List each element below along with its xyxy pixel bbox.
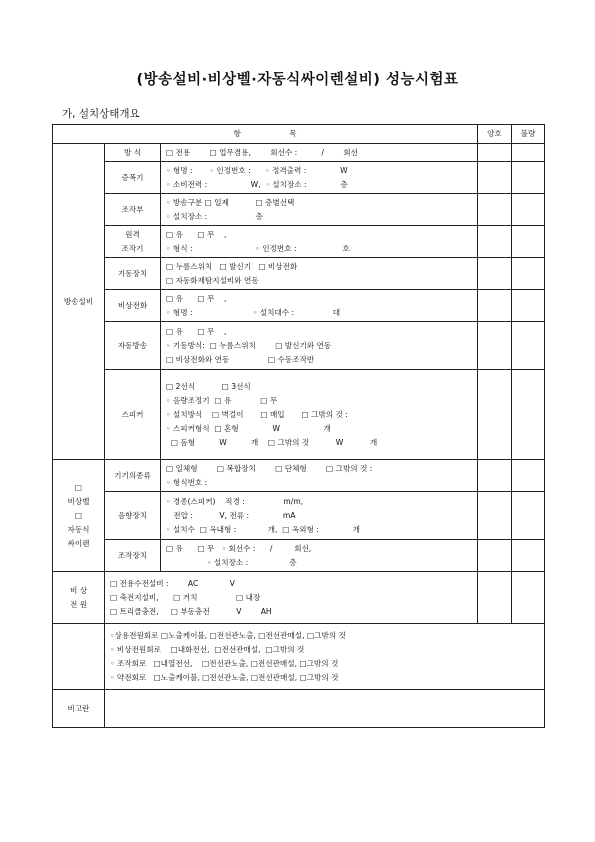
- content-line: ◦ 형식 : ◦ 인정번호 : 호: [166, 243, 350, 253]
- content-line: □ 유 □ 무 ,: [166, 326, 227, 336]
- table-row-power: [53, 572, 545, 624]
- content-line: □ 누름스위치 □ 발신기 □ 비상전화: [166, 261, 298, 271]
- content-line: ◦ 약전회로 □노출케이블, □전선관노출, □전선관매설, □그밖의 것: [110, 672, 339, 682]
- content-line: ◦ 설치방식 □ 벽걸이 □ 매입 □ 그밖의 것 :: [166, 409, 348, 419]
- table-row: [53, 540, 545, 572]
- good-check-cell[interactable]: [478, 370, 512, 460]
- content-line: ◦ 설치장소 : 층: [166, 557, 297, 567]
- row-label: 방 식: [105, 144, 161, 162]
- label-line: 자동식: [67, 524, 90, 534]
- row-content: [161, 370, 478, 460]
- good-check-cell[interactable]: [478, 226, 512, 258]
- table-row: [53, 370, 545, 460]
- row-label: [105, 226, 161, 258]
- row-label: 비상전화: [105, 290, 161, 322]
- content-line: □ 돔형 W 개 □ 그밖의 것 W 개: [166, 437, 378, 447]
- content-line: ◦ 소비전력 : W, ◦ 설치장소 : 층: [166, 179, 348, 189]
- header-good: 양호: [478, 125, 512, 144]
- row-content: [161, 194, 478, 226]
- content-line: ◦ 형식번호 :: [166, 477, 208, 487]
- remarks-label: 비고란: [53, 690, 105, 728]
- bad-check-cell[interactable]: [512, 162, 545, 194]
- label-line: □: [74, 510, 83, 520]
- power-label: [53, 572, 105, 624]
- content-line: □ 트리클충전, □ 부동충전 V AH: [110, 606, 272, 616]
- good-check-cell[interactable]: [478, 258, 512, 290]
- good-check-cell[interactable]: [478, 162, 512, 194]
- label-line: 원격: [125, 229, 140, 239]
- row-content: [161, 460, 478, 492]
- label-line: 비상벨: [67, 496, 90, 506]
- row-content: [161, 258, 478, 290]
- row-label: 스피커: [105, 370, 161, 460]
- table-row: [53, 258, 545, 290]
- content-line: □ 2선식 □ 3선식: [166, 381, 251, 391]
- table-row: [53, 460, 545, 492]
- table-row: [53, 162, 545, 194]
- bad-check-cell[interactable]: [512, 226, 545, 258]
- row-content: [161, 226, 478, 258]
- label-line: 조작기: [121, 243, 144, 253]
- page-title: (방송설비·비상벨·자동식싸이렌설비) 성능시험표: [136, 72, 459, 88]
- header-item: 항 목: [53, 125, 478, 144]
- table-row-remarks: [53, 690, 545, 728]
- row-content: [161, 144, 478, 162]
- row-label: 조작장치: [105, 540, 161, 572]
- row-label: 기동장치: [105, 258, 161, 290]
- header-bad: 불량: [512, 125, 545, 144]
- bad-check-cell[interactable]: [512, 290, 545, 322]
- row-label: 기기의종류: [105, 460, 161, 492]
- bad-check-cell[interactable]: [512, 144, 545, 162]
- wiring-label: [53, 624, 105, 690]
- good-check-cell[interactable]: [478, 290, 512, 322]
- content-line: □ 유 □ 무 ◦ 회선수 : / 회선,: [166, 543, 312, 553]
- content-line: □ 자동화재탐지설비와 연동: [166, 275, 259, 285]
- bad-check-cell[interactable]: [512, 258, 545, 290]
- good-check-cell[interactable]: [478, 322, 512, 370]
- content-line: ◦ 설치수 □ 옥내형 : 개, □ 옥외형 : 개: [166, 524, 360, 534]
- table-body: [53, 125, 545, 728]
- row-content: [161, 540, 478, 572]
- table-row-wiring: [53, 624, 545, 690]
- content-line: □ 전용 □ 업무겸용, 회선수 : / 회선: [166, 147, 358, 157]
- content-line: □ 전용수전설비 : AC V: [110, 578, 235, 588]
- table-row: [53, 290, 545, 322]
- category-cell: [53, 460, 105, 572]
- row-content: [161, 492, 478, 540]
- table-row: [53, 322, 545, 370]
- bad-check-cell[interactable]: [512, 322, 545, 370]
- content-line: ◦ 형명 : ◦ 인정번호 : ◦ 정격출력 : W: [166, 165, 348, 175]
- table-row: [53, 194, 545, 226]
- content-line: ◦ 설치장소 : 층: [166, 211, 263, 221]
- content-line: □ 유 □ 무 ,: [166, 229, 227, 239]
- good-check-cell[interactable]: [478, 492, 512, 540]
- category-cell: 방송설비: [53, 144, 105, 460]
- content-line: ◦ 경종(스피커) 직경 : m/m,: [166, 496, 304, 506]
- section-subtitle: 가, 설치상태개요: [62, 108, 140, 120]
- wiring-content: [105, 624, 545, 690]
- table-row: [53, 144, 545, 162]
- row-label: 음향장치: [105, 492, 161, 540]
- content-line: ◦ 음량조정기 □ 유 □ 무: [166, 395, 278, 405]
- table-header-row: [53, 125, 545, 144]
- content-line: ◦ 방송구분 □ 일제 □ 층별선택: [166, 197, 295, 207]
- bad-check-cell[interactable]: [512, 460, 545, 492]
- row-content: [161, 162, 478, 194]
- table-row: [53, 226, 545, 258]
- bad-check-cell[interactable]: [512, 540, 545, 572]
- label-line: 싸이렌: [67, 538, 90, 548]
- power-content: [105, 572, 478, 624]
- content-line: □ 축전지설비, □ 거치 □ 내장: [110, 592, 261, 602]
- content-line: □ 유 □ 무 ,: [166, 293, 227, 303]
- good-check-cell[interactable]: [478, 540, 512, 572]
- row-label: 자동방송: [105, 322, 161, 370]
- remarks-field[interactable]: [105, 690, 545, 728]
- table-row: [53, 492, 545, 540]
- row-content: [161, 290, 478, 322]
- content-line: ◦ 기동방식: □ 누름스위치 □ 발신기와 연동: [166, 340, 332, 350]
- good-check-cell[interactable]: [478, 572, 512, 624]
- performance-test-table: [52, 124, 545, 728]
- label-line: □: [74, 482, 83, 492]
- content-line: ◦ 스피커형식 □ 혼형 W 개: [166, 423, 331, 433]
- good-check-cell[interactable]: [478, 460, 512, 492]
- row-label: 조작부: [105, 194, 161, 226]
- bad-check-cell[interactable]: [512, 194, 545, 226]
- content-line: ◦ 비상전원회로 □내화전선, □전선관매설, □그밖의 것: [110, 644, 305, 654]
- bad-check-cell[interactable]: [512, 572, 545, 624]
- row-content: [161, 322, 478, 370]
- content-line: ◦ 형명 : ◦ 설치대수 : 대: [166, 307, 341, 317]
- content-line: □ 비상전화와 연동 □ 수동조작반: [166, 354, 315, 364]
- content-line: 전압 : V, 전류 : mA: [166, 510, 296, 520]
- bad-check-cell[interactable]: [512, 492, 545, 540]
- good-check-cell[interactable]: [478, 194, 512, 226]
- content-line: ◦ 조작회로 □내열전선, □전선관노출, □전선관매설, □그밖의 것: [110, 658, 339, 668]
- bad-check-cell[interactable]: [512, 370, 545, 460]
- good-check-cell[interactable]: [478, 144, 512, 162]
- label-line: 비 상: [69, 585, 88, 595]
- label-line: 전 원: [69, 599, 88, 609]
- content-line: ◦상용전원회로 □노출케이블, □전선관노출, □전선관매설, □그밖의 것: [110, 630, 346, 640]
- row-label: 증폭기: [105, 162, 161, 194]
- content-line: □ 일체형 □ 복합장치 □ 단체형 □ 그밖의 것 :: [166, 463, 373, 473]
